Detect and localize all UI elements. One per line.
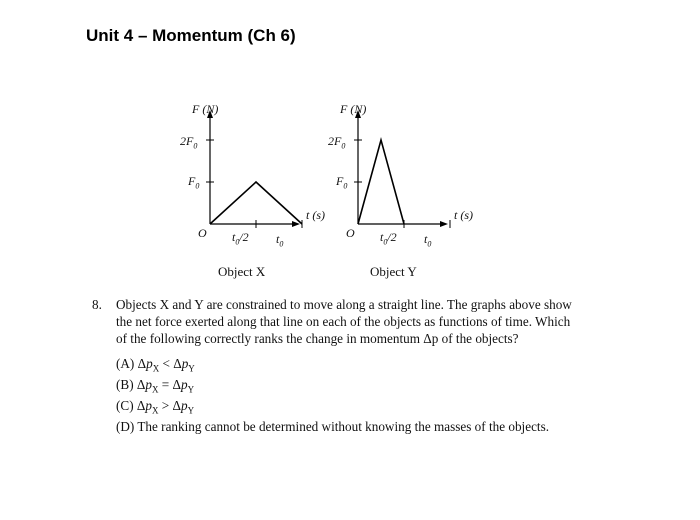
graph-y-x-axis-label: t (s) <box>454 208 473 222</box>
choice-c-letter: (C) <box>116 398 134 413</box>
graph-x-y-tick-label-f0: $F_0$ <box>188 174 200 191</box>
force-time-graph-y <box>318 98 498 278</box>
question-number: 8. <box>92 297 102 312</box>
graph-y-x-arrowhead <box>440 221 448 227</box>
graph-x-y-tick-label-2f0: $2F_0$ <box>180 134 198 151</box>
question-8 <box>92 296 582 437</box>
caption-object-y: Object Y <box>370 264 417 279</box>
page-title: Unit 4 – Momentum (Ch 6) <box>86 26 296 45</box>
graph-y-y-tick-label-f0: $F_0$ <box>336 174 348 191</box>
choice-c-text: $\Delta p_X > \Delta p_Y$ <box>136 398 195 416</box>
choice-d <box>116 416 582 437</box>
choice-b-letter: (B) <box>116 377 134 392</box>
choice-d-text: The ranking cannot be determined without knowing the masses of the objects. <box>137 419 550 434</box>
choice-b <box>116 374 582 395</box>
choice-a-letter: (A) <box>116 356 135 371</box>
choice-a-text: $\Delta p_X < \Delta p_Y$ <box>137 356 195 374</box>
graph-x-origin-label: O <box>198 226 207 240</box>
graph-y-force-curve <box>358 140 404 224</box>
graph-x-y-axis-label: F (N) <box>192 102 219 116</box>
answer-choices <box>116 353 582 437</box>
choice-b-text: $\Delta p_X = \Delta p_Y$ <box>136 377 195 395</box>
graph-y-y-tick-label-2f0: $2F_0$ <box>328 134 346 151</box>
choice-c <box>116 395 582 416</box>
graph-y-x-tick-label-t0: $t_0$ <box>424 232 432 249</box>
graph-y-origin-label: O <box>346 226 355 240</box>
choice-a <box>116 353 582 374</box>
graph-x-force-curve <box>210 182 302 224</box>
graph-x-x-tick-label-t0: $t_0$ <box>276 232 284 249</box>
graph-y-x-tick-label-half-t0: $t_0/2$ <box>380 230 397 247</box>
graph-x-x-axis-label: t (s) <box>306 208 325 222</box>
graph-x-x-tick-label-half-t0: $t_0/2$ <box>232 230 249 247</box>
question-stem: Objects X and Y are constrained to move along a straight line. The graphs above show the net force exerted along that line on each of the objects as functions of time. Which of the following correctly ranks the change in momentum Δp of the objects? <box>116 297 572 346</box>
graph-y-y-axis-label: F (N) <box>340 102 367 116</box>
choice-d-letter: (D) <box>116 419 135 434</box>
caption-object-x: Object X <box>218 264 266 279</box>
